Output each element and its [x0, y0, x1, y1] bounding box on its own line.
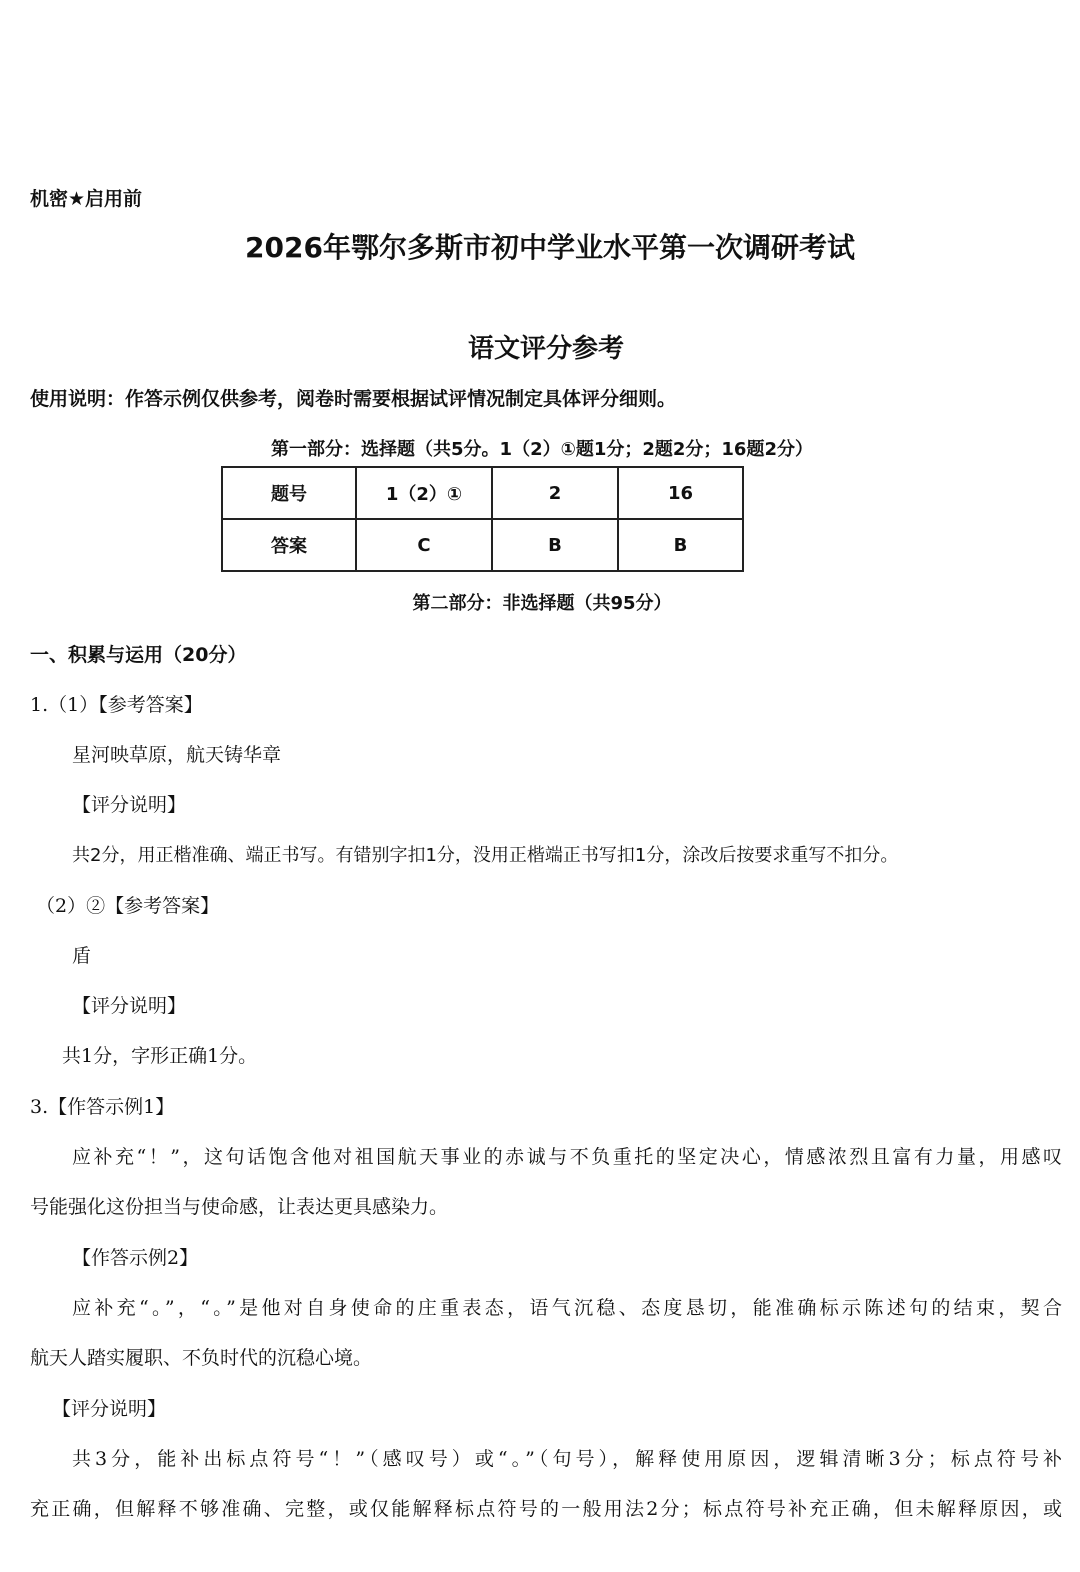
- q1-2-scoring-text: 共1分，字形正确1分。: [62, 1045, 258, 1067]
- q3-example2-line1: 应补充“。”，“。”是他对自身使命的庄重表态，语气沉稳、态度恳切，能准确标示陈述句的结束，契合: [72, 1297, 1062, 1319]
- table-header-question: 题号: [222, 467, 356, 519]
- part1-heading: 第一部分：选择题（共5分。1（2）①题1分；2题2分；16题2分）: [271, 439, 813, 460]
- table-row-questions: [222, 467, 743, 519]
- q1-2-label: （2）②【参考答案】: [36, 895, 220, 917]
- answer-table: [221, 466, 744, 572]
- document-subtitle: 语文评分参考: [467, 334, 624, 364]
- question-cell: 16: [618, 467, 743, 519]
- q3-example1-line1: 应补充“！”，这句话饱含他对祖国航天事业的赤诚与不负重托的坚定决心，情感浓烈且富有力量，用感叹: [72, 1146, 1062, 1168]
- question-cell: 2: [492, 467, 618, 519]
- table-row-answers: [222, 519, 743, 571]
- answer-cell: C: [356, 519, 492, 571]
- exam-title: 2026年鄂尔多斯市初中学业水平第一次调研考试: [245, 231, 855, 264]
- usage-note: 使用说明：作答示例仅供参考，阅卷时需要根据试评情况制定具体评分细则。: [30, 388, 677, 410]
- q1-2-scoring-label: 【评分说明】: [72, 995, 187, 1017]
- part2-heading: 第二部分：非选择题（共95分）: [412, 593, 672, 614]
- q1-1-label: 1.（1）【参考答案】: [30, 694, 203, 716]
- confidential-label: 机密★启用前: [30, 188, 143, 210]
- q1-1-scoring-text: 共2分，用正楷准确、端正书写。有错别字扣1分，没用正楷端正书写扣1分，涂改后按要求重写不扣分。: [72, 845, 899, 866]
- answer-cell: B: [618, 519, 743, 571]
- q3-example2-line2: 航天人踏实履职、不负时代的沉稳心境。: [30, 1347, 373, 1369]
- table-header-answer: 答案: [222, 519, 356, 571]
- q1-1-scoring-label: 【评分说明】: [72, 794, 187, 816]
- q3-example1-line2: 号能强化这份担当与使命感，让表达更具感染力。: [30, 1196, 449, 1218]
- q3-scoring-line2: 充正确，但解释不够准确、完整，或仅能解释标点符号的一般用法2分；标点符号补充正确，但未解释原因，或: [30, 1498, 1062, 1520]
- q3-example2-label: 【作答示例2】: [72, 1247, 199, 1269]
- q1-2-answer: 盾: [72, 945, 92, 967]
- q3-example1-label: 3.【作答示例1】: [30, 1096, 175, 1118]
- section1-title: 一、积累与运用（20分）: [30, 644, 247, 666]
- q1-1-answer: 星河映草原，航天铸华章: [72, 744, 282, 766]
- answer-cell: B: [492, 519, 618, 571]
- q3-scoring-label: 【评分说明】: [52, 1398, 167, 1420]
- question-cell: 1（2）①: [356, 467, 492, 519]
- q3-scoring-line1: 共3分，能补出标点符号“！”（感叹号）或“。”（句号），解释使用原因，逻辑清晰3分；标点符号补: [72, 1448, 1062, 1470]
